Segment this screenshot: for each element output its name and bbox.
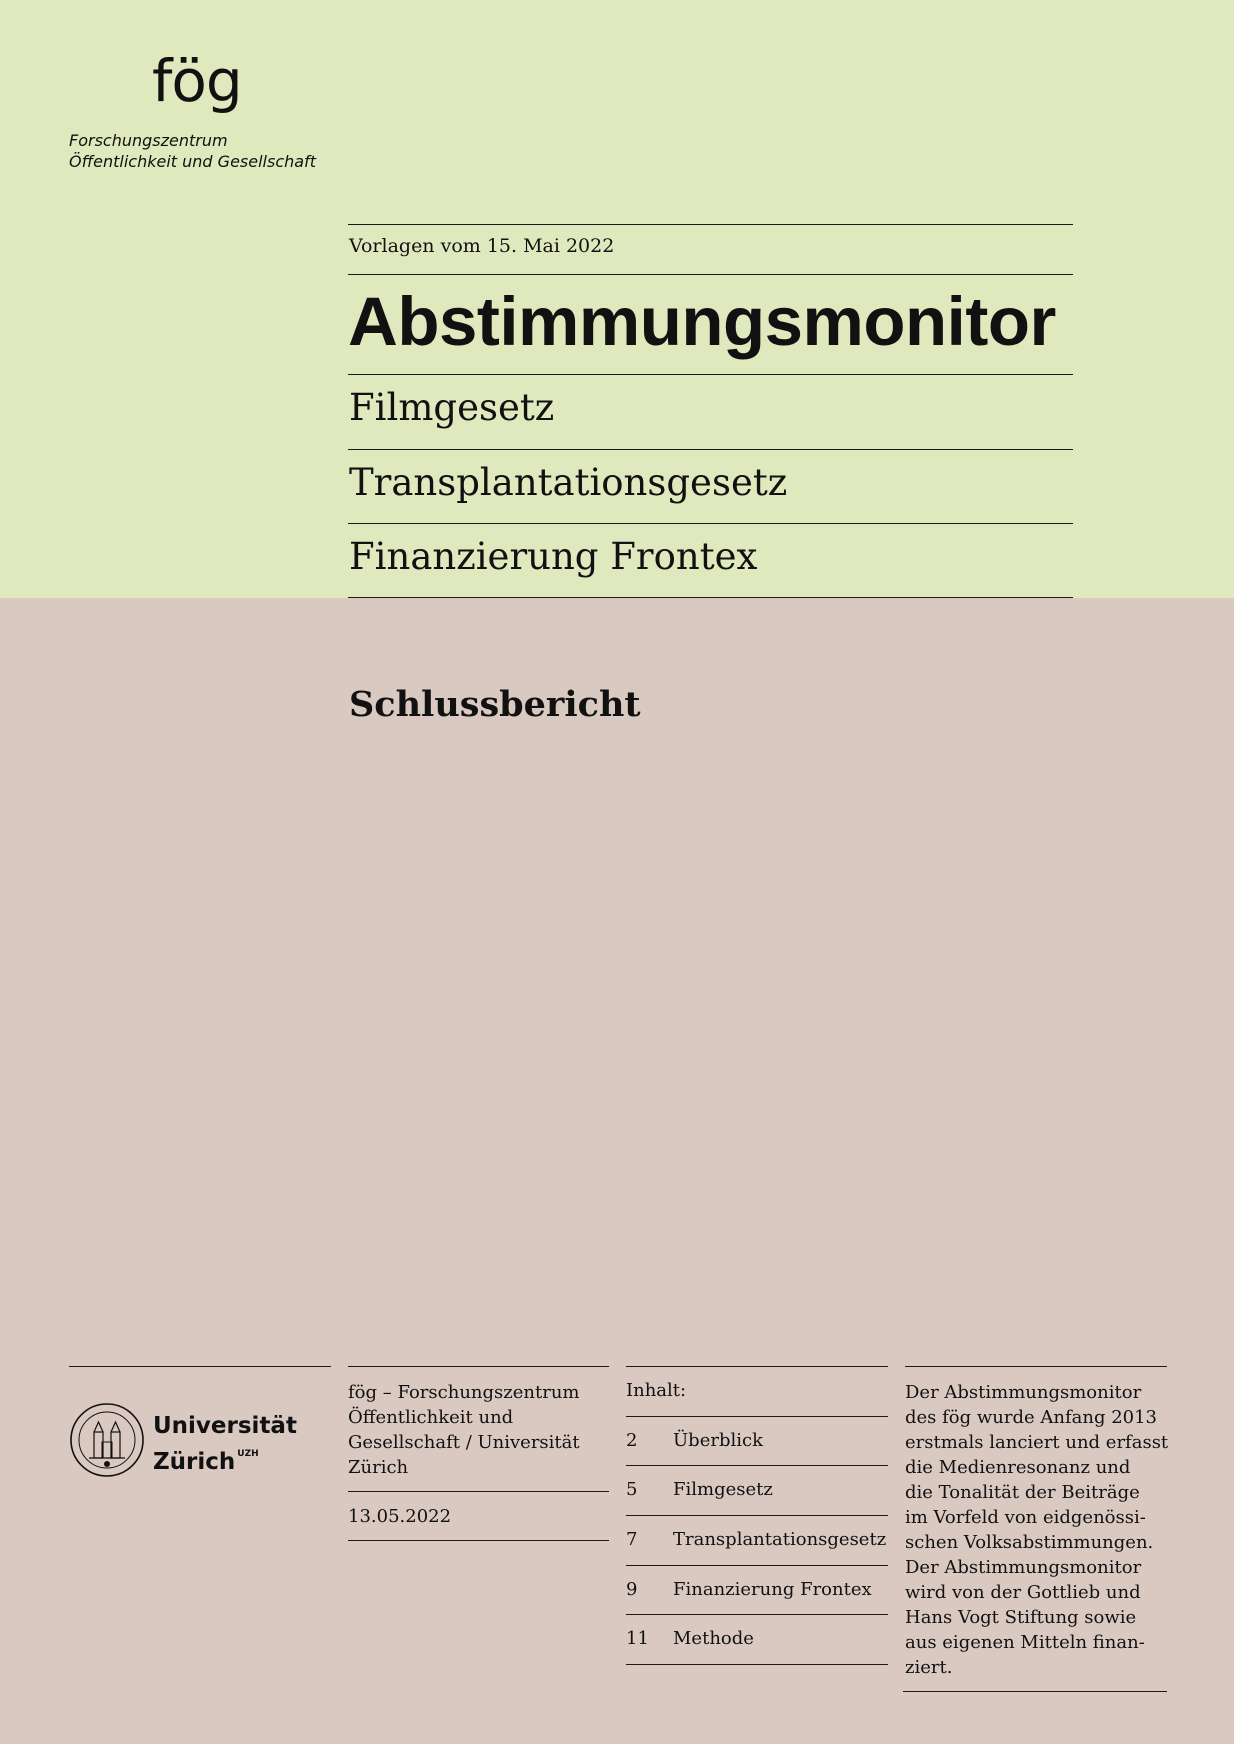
toc-entry-methode[interactable]: Methode <box>673 1628 754 1649</box>
report-date: 13.05.2022 <box>348 1506 452 1527</box>
topic-frontex: Finanzierung Frontex <box>349 535 758 578</box>
about-line: Der Abstimmungsmonitor <box>905 1382 1142 1403</box>
about-line: Hans Vogt Stiftung sowie <box>905 1607 1137 1628</box>
divider <box>626 1614 888 1615</box>
divider <box>348 449 1073 450</box>
uzh-wordmark <box>153 1412 297 1476</box>
about-line: ziert. <box>905 1657 953 1678</box>
toc-heading: Inhalt: <box>626 1380 687 1401</box>
toc-page-number: 2 <box>626 1430 638 1451</box>
report-type: Schlussbericht <box>349 684 641 725</box>
toc-page-number: 7 <box>626 1529 638 1550</box>
topic-filmgesetz: Filmgesetz <box>349 386 555 429</box>
uzh-seal-icon <box>69 1402 145 1478</box>
divider <box>348 374 1073 375</box>
about-line: schen Volksabstimmungen. <box>905 1532 1154 1553</box>
uzh-logo <box>69 1400 299 1480</box>
foeg-logo-subtitle <box>69 130 316 172</box>
page-title: Abstimmungsmonitor <box>348 283 1056 360</box>
uzh-line-1: Universität <box>153 1413 297 1439</box>
uzh-line-2: Zürich $^{UZH}$ <box>153 1449 259 1475</box>
divider <box>348 597 1073 598</box>
about-text <box>905 1380 1167 1680</box>
divider <box>626 1465 888 1466</box>
divider <box>626 1565 888 1566</box>
divider <box>348 523 1073 524</box>
divider <box>348 274 1073 275</box>
toc-entry-ueberblick[interactable]: Überblick <box>673 1430 763 1451</box>
logo-line-2: Öffentlichkeit und Gesellschaft <box>69 152 316 171</box>
divider <box>348 1491 609 1492</box>
foeg-logo: fög <box>152 47 242 115</box>
logo-line-1: Forschungszentrum <box>69 131 228 150</box>
about-line: im Vorfeld von eidgenössi- <box>905 1507 1146 1528</box>
about-line: des fög wurde Anfang 2013 <box>905 1407 1158 1428</box>
toc-page-number: 9 <box>626 1579 638 1600</box>
vorlagen-date: Vorlagen vom 15. Mai 2022 <box>349 235 615 257</box>
about-line: Der Abstimmungsmonitor <box>905 1557 1142 1578</box>
divider <box>903 1691 1167 1692</box>
toc-page-number: 11 <box>626 1628 649 1649</box>
toc-entry-filmgesetz[interactable]: Filmgesetz <box>673 1479 773 1500</box>
publisher-text: fög – Forschungszentrum Öffentlichkeit und Gesellschaft / Universität Zürich <box>348 1382 580 1478</box>
uzh-suffix: UZH <box>237 1449 259 1459</box>
divider <box>905 1366 1167 1367</box>
about-line: die Medienresonanz und <box>905 1457 1131 1478</box>
about-line: die Tonalität der Beiträge <box>905 1482 1140 1503</box>
divider <box>348 1540 609 1541</box>
divider <box>348 224 1073 225</box>
toc-entry-frontex[interactable]: Finanzierung Frontex <box>673 1579 872 1600</box>
divider <box>626 1515 888 1516</box>
divider <box>348 1366 609 1367</box>
divider <box>626 1416 888 1417</box>
topic-transplantationsgesetz: Transplantationsgesetz <box>349 461 788 504</box>
divider <box>626 1664 888 1665</box>
about-line: aus eigenen Mitteln finan- <box>905 1632 1145 1653</box>
divider <box>69 1366 331 1367</box>
toc-page-number: 5 <box>626 1479 638 1500</box>
about-line: wird von der Gottlieb und <box>905 1582 1141 1603</box>
about-line: erstmals lanciert und erfasst <box>905 1432 1169 1453</box>
toc-entry-transplantationsgesetz[interactable]: Transplantationsgesetz <box>673 1529 887 1550</box>
divider <box>626 1366 888 1367</box>
